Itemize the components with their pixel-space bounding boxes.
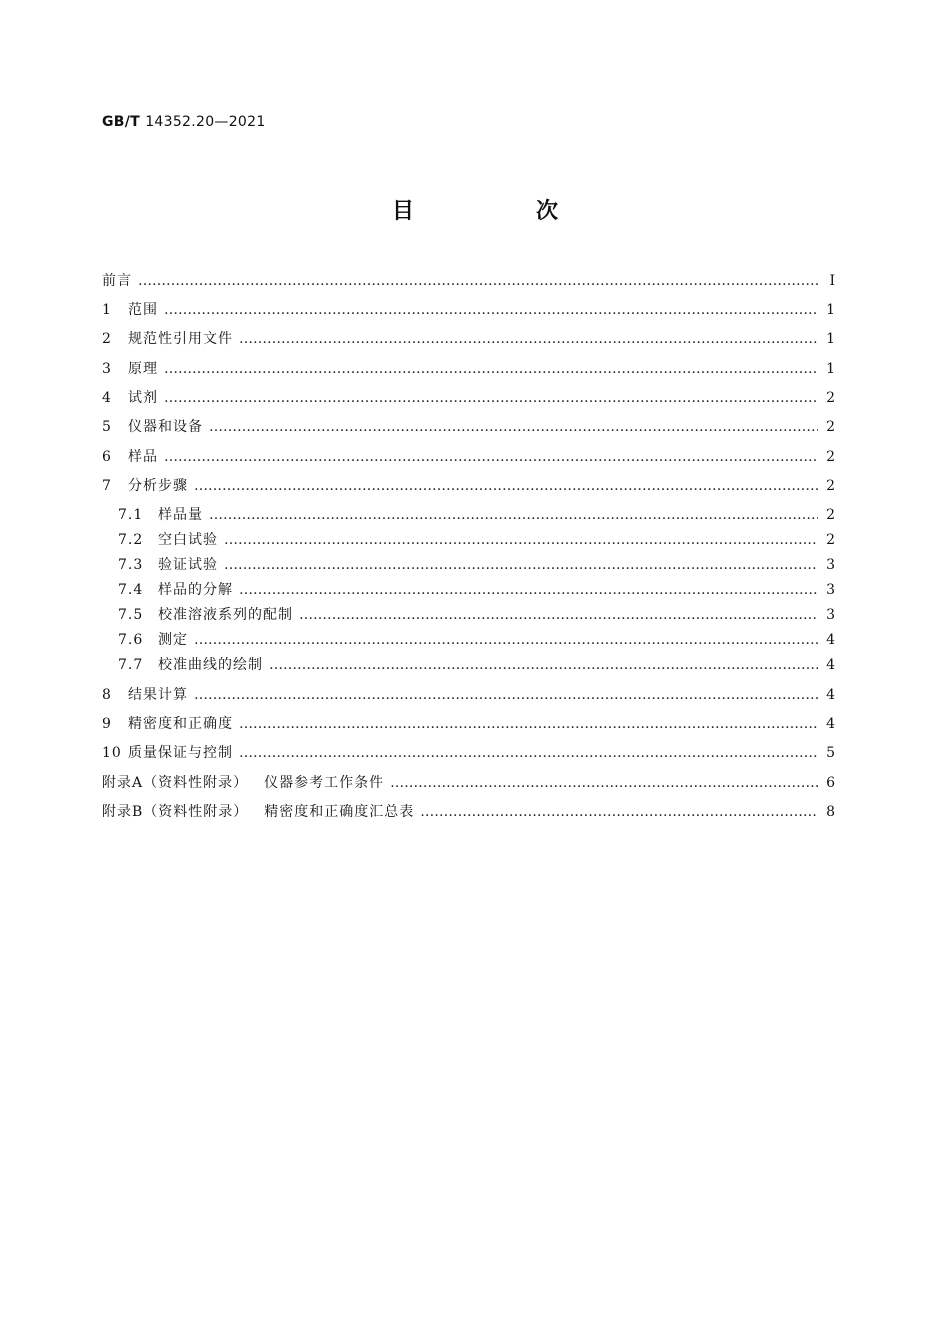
- toc-dot-leader: [299, 606, 818, 624]
- toc-entry[interactable]: [102, 330, 836, 348]
- toc-dot-leader: [164, 360, 818, 378]
- toc-dot-leader: [164, 389, 818, 407]
- toc-entry-label: 结果计算: [128, 687, 188, 703]
- toc-dot-leader: [224, 531, 818, 549]
- toc-entry[interactable]: [102, 686, 836, 704]
- toc-entry-page: 3: [826, 557, 836, 573]
- toc-entry-label: 校准曲线的绘制: [158, 657, 263, 673]
- toc-entry-number: 10: [102, 745, 122, 761]
- toc-entry[interactable]: [102, 606, 836, 624]
- toc-entry-number: 4: [102, 390, 112, 406]
- toc-entry-label: 样品量: [158, 507, 203, 523]
- toc-entry[interactable]: [102, 477, 836, 495]
- toc-entry-page: 4: [826, 632, 836, 648]
- toc-entry-page: 2: [826, 449, 836, 465]
- toc-entry[interactable]: [102, 744, 836, 762]
- toc-entry[interactable]: [102, 506, 836, 524]
- toc-entry-page: 5: [826, 745, 836, 761]
- toc-entry-page: 4: [826, 716, 836, 732]
- toc-entry-number: 7.4: [118, 582, 144, 598]
- toc-entry-page: 1: [826, 331, 836, 347]
- toc-entry[interactable]: [102, 418, 836, 436]
- toc-entry-page: 2: [826, 390, 836, 406]
- toc-entry-label: 试剂: [128, 390, 158, 406]
- toc-entry-number: 附录A（资料性附录）: [102, 775, 249, 791]
- toc-entry[interactable]: [102, 531, 836, 549]
- toc-dot-leader: [390, 774, 818, 792]
- toc-entry-label: 校准溶液系列的配制: [158, 607, 293, 623]
- toc-entry-number: 7.1: [118, 507, 144, 523]
- toc-dot-leader: [269, 656, 818, 674]
- toc-entry-number: 5: [102, 419, 112, 435]
- toc-entry-page: 2: [826, 532, 836, 548]
- toc-entry[interactable]: [102, 715, 836, 733]
- toc-entry[interactable]: [102, 389, 836, 407]
- toc-entry-label: 测定: [158, 632, 188, 648]
- toc-dot-leader: [138, 272, 818, 290]
- toc-entry[interactable]: [102, 656, 836, 674]
- toc-entry-page: 2: [826, 419, 836, 435]
- toc-entry-number: 7: [102, 478, 112, 494]
- toc-entry[interactable]: [102, 301, 836, 319]
- toc-entry[interactable]: [102, 556, 836, 574]
- toc-entry-label: 仪器和设备: [128, 419, 203, 435]
- toc-entry-page: 3: [826, 582, 836, 598]
- toc-entry-label: 样品的分解: [158, 582, 233, 598]
- toc-entry-number: 6: [102, 449, 112, 465]
- toc-entry-number: 7.6: [118, 632, 144, 648]
- toc-entry-number: 7.2: [118, 532, 144, 548]
- toc-entry-number: 7.7: [118, 657, 144, 673]
- toc-entry-number: 附录B（资料性附录）: [102, 804, 249, 820]
- toc-entry-page: 1: [826, 361, 836, 377]
- toc-dot-leader: [209, 506, 818, 524]
- toc-dot-leader: [239, 715, 818, 733]
- toc-entry-number: 7.5: [118, 607, 144, 623]
- toc-entry-number: 7.3: [118, 557, 144, 573]
- toc-entry-number: 1: [102, 302, 112, 318]
- toc-entry-page: 2: [826, 478, 836, 494]
- toc-entry-page: 4: [826, 657, 836, 673]
- toc-dot-leader: [194, 631, 818, 649]
- toc-title: 目 次: [391, 199, 608, 224]
- toc-entry-number: 2: [102, 331, 112, 347]
- toc-dot-leader: [239, 330, 818, 348]
- toc-entry-number: 8: [102, 687, 112, 703]
- toc-entry-number: 3: [102, 361, 112, 377]
- toc-entry-page: 8: [826, 804, 836, 820]
- toc-entry-label: 质量保证与控制: [128, 745, 233, 761]
- toc-entry-page: 3: [826, 607, 836, 623]
- toc-entry-number: 9: [102, 716, 112, 732]
- toc-entry-page: 2: [826, 507, 836, 523]
- toc-entry-page: 6: [826, 775, 836, 791]
- toc-entry[interactable]: [102, 448, 836, 466]
- toc-dot-leader: [224, 556, 818, 574]
- toc-dot-leader: [194, 477, 818, 495]
- toc-entry[interactable]: [102, 774, 836, 792]
- toc-entry-label: 仪器参考工作条件: [264, 775, 385, 791]
- toc-entry[interactable]: [102, 631, 836, 649]
- toc-entry-label: 样品: [128, 449, 158, 465]
- toc-entry[interactable]: [102, 581, 836, 599]
- toc-entry-label: 精密度和正确度: [128, 716, 233, 732]
- toc-entry[interactable]: [102, 803, 836, 821]
- toc-entry-page: 1: [826, 302, 836, 318]
- toc-entry-page: Ⅰ: [829, 273, 836, 289]
- toc-entry-label: 验证试验: [158, 557, 218, 573]
- toc-dot-leader: [194, 686, 818, 704]
- toc-entry[interactable]: [102, 272, 836, 290]
- toc-dot-leader: [209, 418, 818, 436]
- toc-entry-label: 原理: [128, 361, 158, 377]
- toc-dot-leader: [164, 448, 818, 466]
- toc-entry-label: 空白试验: [158, 532, 218, 548]
- standard-number: 14352.20—2021: [145, 114, 266, 130]
- toc-entry-label: 前言: [102, 273, 132, 289]
- toc-dot-leader: [239, 744, 818, 762]
- toc-entry-label: 规范性引用文件: [128, 331, 233, 347]
- toc-entry-page: 4: [826, 687, 836, 703]
- toc-dot-leader: [239, 581, 818, 599]
- toc-entry[interactable]: [102, 360, 836, 378]
- toc-entry-label: 分析步骤: [128, 478, 188, 494]
- toc-dot-leader: [164, 301, 818, 319]
- toc-entry-label: 范围: [128, 302, 158, 318]
- toc-entry-label: 精密度和正确度汇总表: [264, 804, 415, 820]
- standard-prefix: GB/T: [102, 114, 141, 130]
- toc-dot-leader: [420, 803, 818, 821]
- standard-code: [102, 114, 266, 130]
